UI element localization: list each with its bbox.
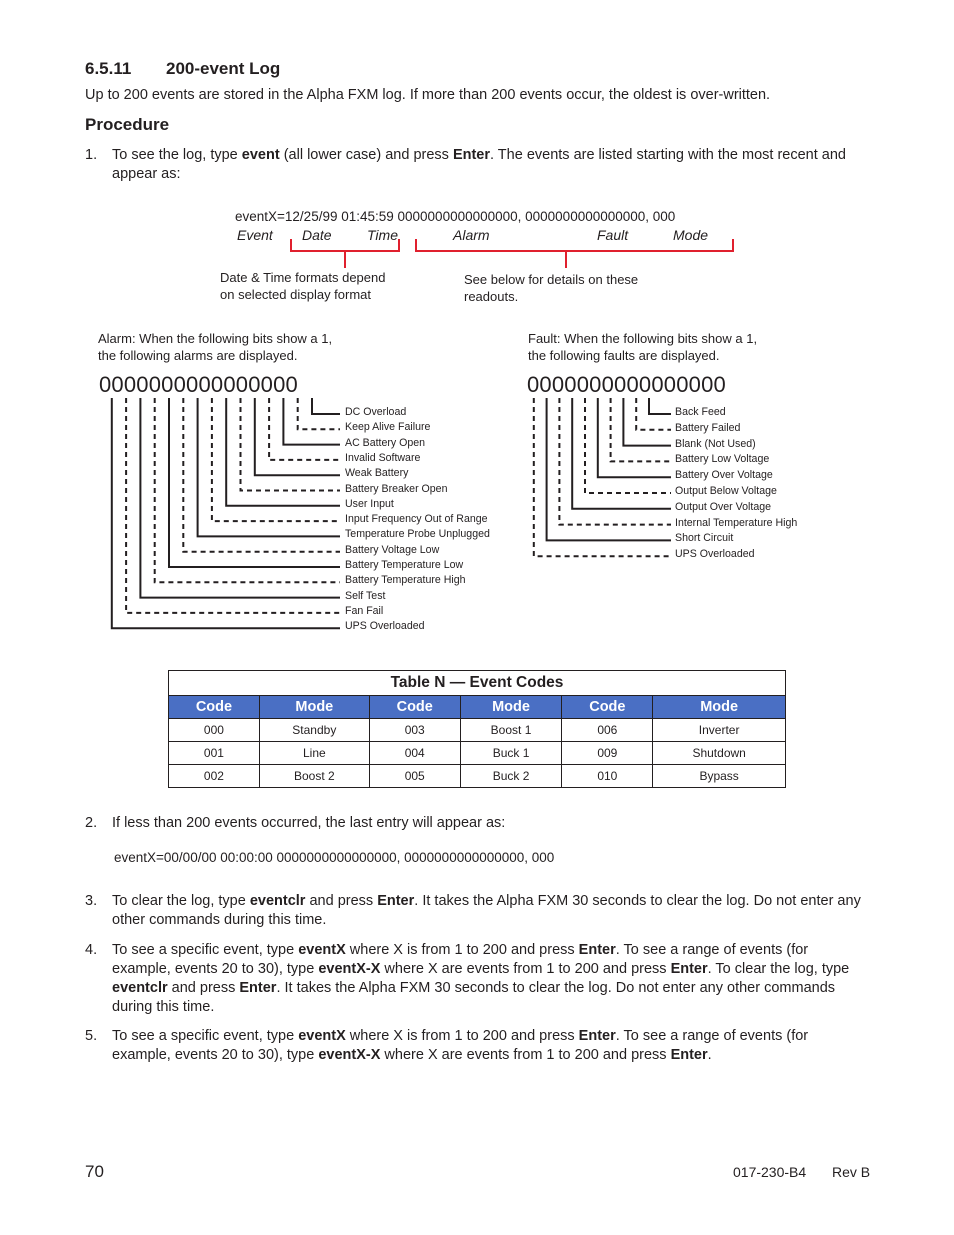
table-cell: Line (259, 742, 369, 765)
fault-label: Back Feed (675, 406, 726, 418)
event-format-example: eventX=12/25/99 01:45:59 0000000000000000, 0000000000000000, 000 (235, 209, 676, 224)
alarm-label: Battery Temperature High (345, 574, 466, 587)
table-cell: Boost 2 (259, 765, 369, 788)
column-header: Mode (653, 696, 786, 719)
intro-text: Up to 200 events are stored in the Alpha FXM log. If more than 200 events occur, the oldest is over-written. (85, 87, 771, 103)
fault-label: Output Below Voltage (675, 485, 777, 497)
step-number: 3. (85, 893, 98, 909)
alarm-label: Invalid Software (345, 451, 421, 464)
fault-lead-line (598, 398, 671, 477)
step-text-run: where X are events from 1 to 200 and press (380, 1047, 671, 1063)
alarm-label: Battery Breaker Open (345, 482, 448, 495)
command-eventclr: eventclr (249, 893, 306, 909)
table-cell: Inverter (653, 719, 786, 742)
revision: Rev B (832, 1164, 871, 1180)
key-enter: Enter (578, 1028, 616, 1044)
table-cell: Standby (259, 719, 369, 742)
key-enter: Enter (670, 1047, 708, 1063)
page-number: 70 (85, 1162, 104, 1181)
step-text-run: . To see a range of events (for example, events 20 to 30), type (112, 1028, 809, 1063)
table-cell: 000 (169, 719, 260, 742)
fault-label: UPS Overloaded (675, 548, 755, 561)
readout-note-line-2: readouts. (464, 289, 519, 304)
step-text-run: where X is from 1 to 200 and press (345, 1028, 579, 1044)
label-mode: Mode (673, 227, 709, 243)
step-2-text: If less than 200 events occurred, the last entry will appear as: (112, 815, 506, 831)
key-enter: Enter (670, 961, 708, 977)
label-time: Time (367, 227, 398, 243)
step-text-run: To see a specific event, type (112, 942, 299, 958)
key-enter: Enter (452, 147, 491, 163)
step-3-text (112, 892, 868, 930)
fault-lead-line (547, 398, 671, 540)
readout-note-line-1: See below for details on these (464, 272, 639, 287)
fault-label: Battery Over Voltage (675, 469, 773, 482)
fault-label: Output Over Voltage (675, 500, 771, 513)
step-text-run: where X are events from 1 to 200 and press (380, 961, 671, 977)
step-text-run: (all lower case) and press (279, 147, 453, 163)
table-cell: 009 (562, 742, 653, 765)
alarm-caption-line-1: Alarm: When the following bits show a 1, (98, 331, 333, 346)
table-cell: 004 (369, 742, 460, 765)
key-enter: Enter (239, 980, 277, 996)
fault-label: Internal Temperature High (675, 516, 798, 529)
key-enter: Enter (578, 942, 616, 958)
alarm-label: Keep Alive Failure (345, 421, 431, 434)
fault-label: Battery Low Voltage (675, 453, 770, 466)
command-eventclr: eventclr (112, 980, 168, 996)
step-text-run: . (707, 1047, 712, 1063)
alarm-label: Self Test (345, 589, 386, 602)
label-fault: Fault (597, 227, 629, 243)
command-event: event (241, 147, 280, 163)
command-eventx-range: eventX-X (318, 1047, 381, 1063)
column-header: Code (169, 696, 260, 719)
fault-lead-line (649, 398, 671, 414)
fault-lead-line (623, 398, 671, 446)
alarm-label: Temperature Probe Unplugged (345, 528, 490, 541)
step-text-run: To clear the log, type (112, 893, 250, 909)
table-cell: 010 (562, 765, 653, 788)
alarm-label: Weak Battery (345, 467, 409, 480)
procedure-heading: Procedure (85, 115, 170, 134)
fault-caption-line-1: Fault: When the following bits show a 1, (528, 331, 758, 346)
step-text-run: and press (305, 893, 378, 909)
alarm-label: User Input (345, 497, 394, 510)
section-number: 6.5.11 (85, 59, 132, 78)
document-number: 017-230-B4 (733, 1164, 807, 1180)
table-cell: 003 (369, 719, 460, 742)
table-cell: Boost 1 (460, 719, 562, 742)
section-title: 200-event Log (166, 59, 281, 78)
step-text-run: To see a specific event, type (112, 1028, 299, 1044)
alarm-label: Input Frequency Out of Range (345, 513, 488, 526)
step-text-run: . To clear the log, type (707, 961, 850, 977)
table-cell: 001 (169, 742, 260, 765)
fault-caption-line-2: the following faults are displayed. (528, 348, 720, 363)
table-row (169, 719, 786, 742)
alarm-label: UPS Overloaded (345, 620, 425, 633)
table-cell: 002 (169, 765, 260, 788)
event-codes-table (168, 670, 786, 788)
alarm-label: DC Overload (345, 406, 407, 418)
step-text-run: . It takes the Alpha FXM 30 seconds to clear the log. Do not enter any other commands during this time. (112, 893, 861, 928)
step-number: 5. (85, 1028, 98, 1044)
column-header: Mode (259, 696, 369, 719)
command-eventx: eventX (298, 1028, 346, 1044)
alarm-caption-line-2: the following alarms are displayed. (98, 348, 298, 363)
fault-label: Battery Failed (675, 421, 741, 434)
step-5-text (112, 1027, 868, 1065)
column-header: Mode (460, 696, 562, 719)
alarm-label: Fan Fail (345, 604, 384, 617)
table-row (169, 765, 786, 788)
alarm-bits: 0000000000000000 (99, 372, 298, 397)
last-entry-example: eventX=00/00/00 00:00:00 0000000000000000, 0000000000000000, 000 (114, 850, 555, 865)
fault-bits: 0000000000000000 (527, 372, 726, 397)
label-alarm: Alarm (453, 227, 490, 243)
step-number: 4. (85, 942, 98, 958)
column-header: Code (562, 696, 653, 719)
fault-label: Blank (Not Used) (675, 437, 756, 450)
table-cell: 005 (369, 765, 460, 788)
table-header-row (169, 696, 786, 719)
step-text-run: where X is from 1 to 200 and press (345, 942, 579, 958)
step-number: 1. (85, 147, 98, 163)
table-caption: Table N — Event Codes (169, 671, 786, 696)
table-row (169, 742, 786, 765)
label-event: Event (237, 227, 273, 243)
fault-lead-line (559, 398, 671, 525)
command-eventx-range: eventX-X (318, 961, 381, 977)
alarm-label: AC Battery Open (345, 436, 426, 449)
step-text-run: and press (167, 980, 240, 996)
date-note-line-1: Date & Time formats depend (220, 270, 386, 285)
date-note-line-2: on selected display format (220, 287, 372, 302)
step-text-run: . To see a range of events (for example, events 20 to 30), type (112, 942, 809, 977)
table-cell: 006 (562, 719, 653, 742)
step-text-run: . It takes the Alpha FXM 30 seconds to clear the log. Do not enter any other commands during this time. (112, 980, 836, 1015)
column-header: Code (369, 696, 460, 719)
table-cell: Shutdown (653, 742, 786, 765)
table-cell: Buck 1 (460, 742, 562, 765)
step-text-run: To see the log, type (112, 147, 242, 163)
label-date: Date (302, 227, 332, 243)
step-text-run: . The events are listed starting with the most recent and appear as: (112, 147, 846, 182)
command-eventx: eventX (298, 942, 346, 958)
step-4-text (112, 941, 868, 1017)
fault-label: Short Circuit (675, 532, 734, 545)
table-cell: Bypass (653, 765, 786, 788)
alarm-label: Battery Voltage Low (345, 543, 440, 556)
key-enter: Enter (377, 893, 415, 909)
alarm-label: Battery Temperature Low (345, 559, 464, 571)
table-cell: Buck 2 (460, 765, 562, 788)
step-number: 2. (85, 815, 98, 831)
